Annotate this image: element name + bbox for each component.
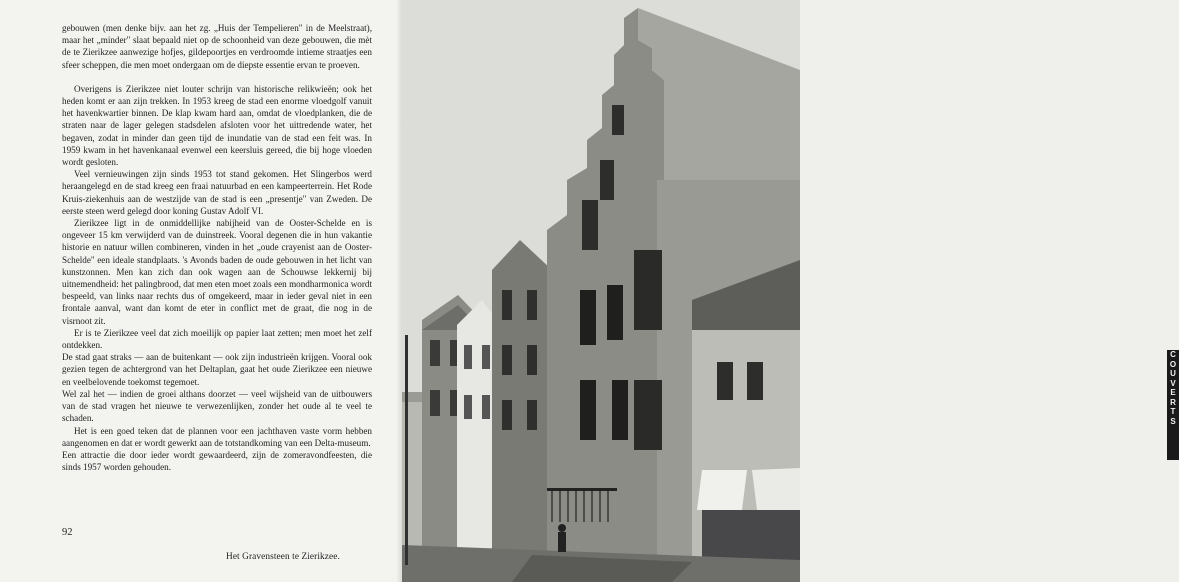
paragraph: Overigens is Zierikzee niet louter schrijn van historische relikwieën; ook het heden komt er aan zijn trekken. In 1953 kreeg de stad een enorme vloedgolf vanuit het havenkwartier binnen. De klap kwam hard aan, omdat de vloedplanken, die de straten naar de lager gelegen stadsdelen afsloten voor het uittredende water, het begaven, zodat in minder dan geen tijd de inundatie van de stad een feit was. In 1959 kwam in het havenkanaal evenwel een keersluis gereed, die bij hoge vloeden wordt gesloten.	[62, 83, 372, 168]
lamppost	[405, 335, 408, 565]
person	[558, 524, 566, 532]
paragraph: Veel vernieuwingen zijn sinds 1953 tot stand gekomen. Het Slingerbos werd heraangelegd en de stad kreeg een fraai natuurbad en een kampeerterrein. Het Rode Kruis-ziekenhuis aan de westzijde van de stad is een „presentje" van Zweden. De eerste steen werd gelegd door koning Gustav Adolf VI.	[62, 169, 372, 216]
body-text	[62, 22, 372, 473]
paragraph: De stad gaat straks — aan de buitenkant — ook zijn industrieën krijgen. Vooral ook gezien tegen de achtergrond van het Deltaplan, gaat het oude Zierikzee een nieuwe en veelbelovende toekomst tegemoet.	[62, 352, 372, 387]
paragraph: gebouwen (men denke bijv. aan het zg. „Huis der Tempelieren" in de Meelstraat), maar het „minder" slaat bepaald niet op de schoonheid van deze gebouwen, die mèt de te Zierikzee aanwezige hofjes, gildepoortjes en verdroomde intieme straatjes een sfeer scheppen, die men moet ondergaan om de diepste essentie ervan te proeven.	[62, 23, 372, 70]
left-page	[0, 0, 404, 582]
shop-sign: C O U V E R T S	[1167, 350, 1179, 460]
narrow-house	[492, 240, 552, 560]
paragraph: Er is te Zierikzee veel dat zich moeilijk op papier laat zetten; men moet het zelf ontdekken.	[62, 327, 372, 351]
paragraph: Een attractie die door ieder wordt gewaardeerd, zijn de zomeravondfeesten, die sinds 1957 worden gehouden.	[62, 449, 372, 473]
street-photo	[402, 0, 1177, 582]
paragraph: Het is een goed teken dat de plannen voor een jachthaven vaste vorm hebben aangenomen en dat er wordt gewerkt aan de totstandkoming van een Delta-museum.	[62, 425, 372, 448]
photo-caption: Het Gravensteen te Zierikzee.	[226, 552, 340, 562]
page-number: 92	[62, 527, 73, 538]
paragraph: Wel zal het — indien de groei althans doorzet — veel wijsheid van de uitbouwers van de stad vragen het nieuwe te verwezenlijken, zonder het oude al te veel te schaden.	[62, 388, 372, 424]
awning	[697, 470, 747, 510]
paragraph: Zierikzee ligt in de onmiddellijke nabijheid van de Ooster-Schelde en is ongeveer 15 km verwijderd van de duinstreek. Vooral degenen die in hun vakantie historie en natuur willen combineren, vinden in het „oude crayenist aan de Ooster-Schelde" een ideale standplaats. 's Avonds baden de oude gebouwen in het licht van kunstzonnen. Men kan zich dan ook wagen aan de Schouwse lekkernij bij uitnemendheid: het palingbrood, dat men eten moet zoals een mondharmonica wordt bespeeld, van links naar rechts dus of omgekeerd, maar in ieder geval niet in een frontale aanval, want dan komt de eter in conflict met de graat, die nog in de visrnoot zit.	[62, 218, 372, 326]
